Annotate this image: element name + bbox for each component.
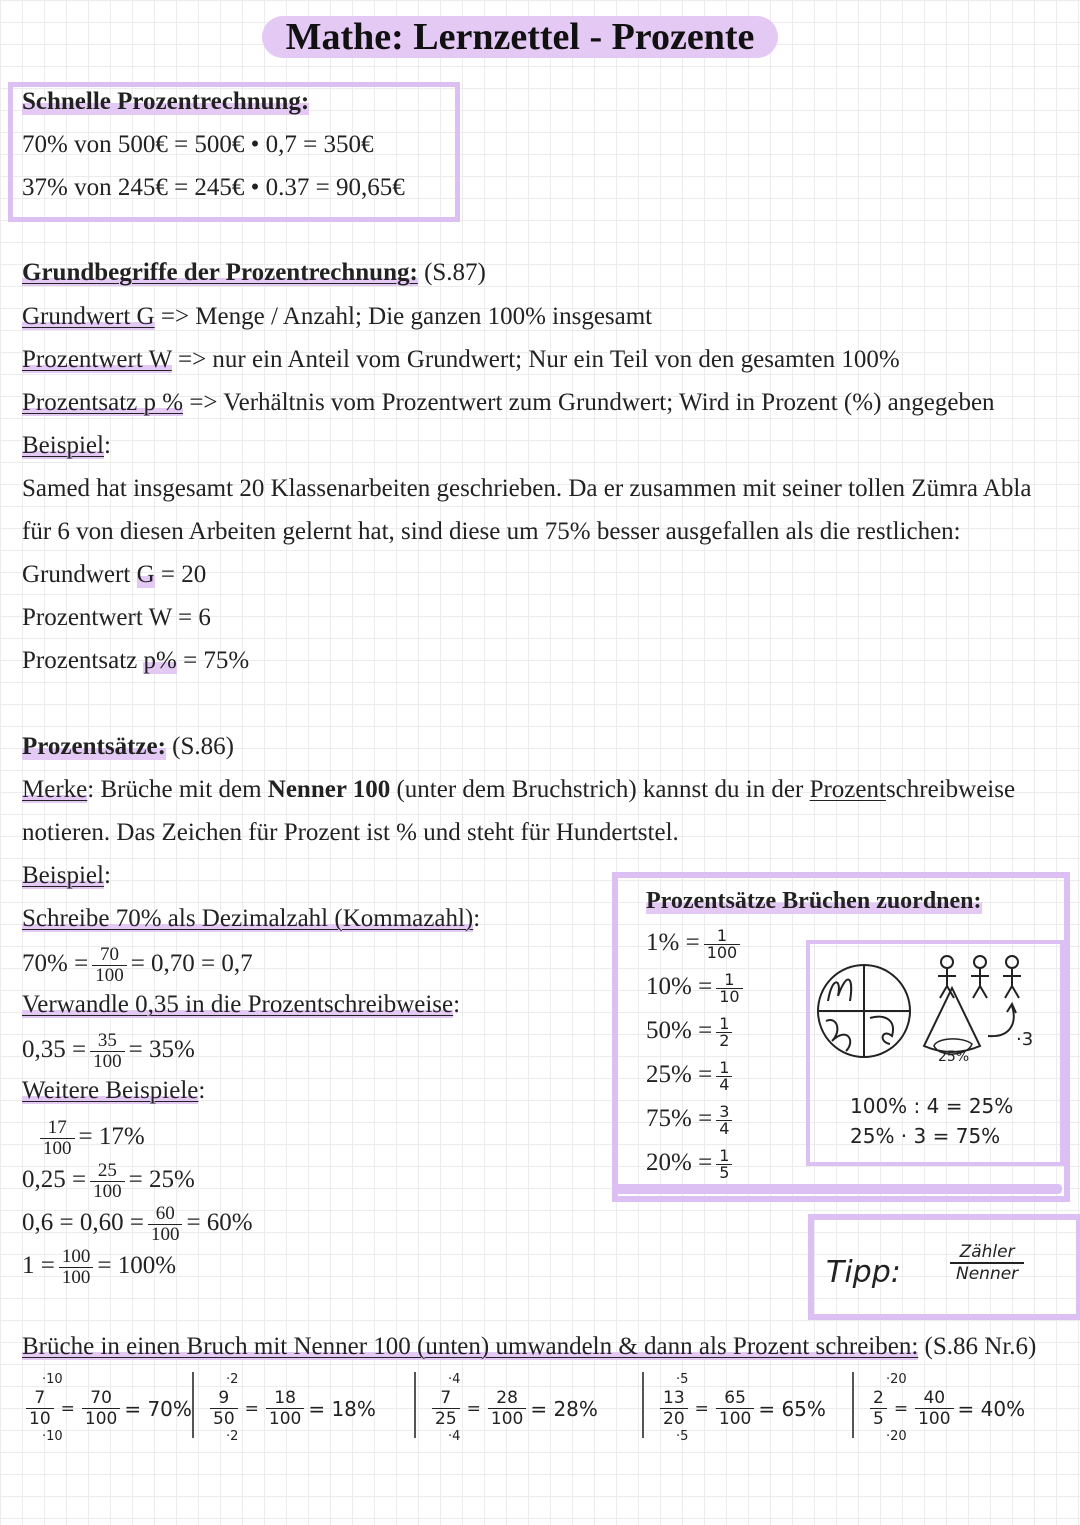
hundred-fraction: $\frac{40}{100}$ bbox=[915, 1388, 953, 1429]
assign-numerator: 1 bbox=[716, 1016, 732, 1033]
merke-line-2: notieren. Das Zeichen für Prozent ist % und steht für Hundertstel. bbox=[22, 819, 679, 846]
example-prozentwert: Prozentwert W = 6 bbox=[22, 604, 211, 631]
original-fraction: $\frac{7}{10}$ bbox=[26, 1388, 54, 1429]
percent-result: = 40% bbox=[957, 1396, 1026, 1421]
arrow-label: ·3 bbox=[1016, 1029, 1034, 1050]
hundred-fraction: $\frac{18}{100}$ bbox=[266, 1388, 304, 1429]
assign-heading: Prozentsätze Brüchen zuordnen: bbox=[646, 888, 982, 914]
quick-calc-heading: Schnelle Prozentrechnung: bbox=[22, 88, 310, 115]
assign-fraction bbox=[716, 1148, 732, 1181]
factor-label-bottom: ·2 bbox=[226, 1429, 239, 1444]
convert-divider bbox=[414, 1372, 416, 1438]
assign-denominator: 10 bbox=[719, 987, 740, 1006]
grundwert-definition: Grundwert G => Menge / Anzahl; Die ganzen 100% insgesamt bbox=[22, 303, 653, 330]
hundred-fraction: $\frac{70}{100}$ bbox=[82, 1388, 120, 1429]
basics-example-text-2: für 6 von diesen Arbeiten gelernt hat, sind diese um 75% besser ausgefallen als die restlichen: bbox=[22, 518, 961, 545]
tip-numerator: Zähler bbox=[950, 1242, 1024, 1264]
merke-line-1: Merke: Brüche mit dem Nenner 100 (unter dem Bruchstrich) kannst du in der Prozentschreibweise bbox=[22, 776, 1016, 803]
more-example-1: $\frac{17}{100}$ = 17% bbox=[36, 1118, 145, 1159]
prozentwert-definition: Prozentwert W => nur ein Anteil vom Grundwert; Nur ein Teil von den gesamten 100% bbox=[22, 346, 900, 373]
curved-arrow-icon bbox=[988, 1006, 1014, 1036]
pie-calc-1: 100% : 4 = 25% bbox=[850, 1094, 1014, 1118]
original-fraction: $\frac{13}{20}$ bbox=[660, 1388, 688, 1429]
assign-percent: 75% = bbox=[646, 1105, 713, 1133]
assign-row bbox=[646, 928, 744, 961]
more-examples-label: Weitere Beispiele: bbox=[22, 1077, 206, 1104]
tip-label: Tipp: bbox=[826, 1255, 901, 1290]
more-example-4: 1 = $\frac{100}{100}$ = 100% bbox=[22, 1246, 177, 1288]
convert-item: ·4 $\frac{7}{25}$ = $\frac{28}{100}$ = 28% ·4 bbox=[428, 1372, 598, 1445]
assign-fraction bbox=[716, 972, 742, 1005]
stick-figures-icon bbox=[938, 956, 1021, 998]
hundred-fraction: $\frac{65}{100}$ bbox=[716, 1388, 754, 1429]
rates-heading: Prozentsätze: (S.86) bbox=[22, 733, 234, 760]
example-percent: 0,35 = $\frac{35}{100}$ = 35% bbox=[22, 1030, 195, 1072]
factor-label-top: ·2 bbox=[226, 1372, 239, 1387]
assign-numerator: 1 bbox=[716, 972, 742, 989]
task-decimal: Schreibe 70% als Dezimalzahl (Kommazahl): bbox=[22, 905, 481, 932]
factor-label-top: ·5 bbox=[676, 1372, 689, 1387]
factor-label-bottom: ·5 bbox=[676, 1429, 689, 1444]
convert-item: ·2 $\frac{9}{50}$ = $\frac{18}{100}$ = 18% ·2 bbox=[206, 1372, 376, 1445]
percent-result: = 70% bbox=[124, 1396, 192, 1421]
convert-heading: Brüche in einen Bruch mit Nenner 100 (unten) umwandeln & dann als Prozent schreiben: (S.86 Nr.6) bbox=[22, 1333, 1037, 1360]
factor-label-bottom: ·4 bbox=[448, 1429, 461, 1444]
assign-percent: 20% = bbox=[646, 1149, 713, 1177]
original-fraction: $\frac{2}{5}$ bbox=[870, 1388, 887, 1429]
assign-numerator: 1 bbox=[704, 928, 741, 945]
pie-chart-icon bbox=[818, 965, 910, 1057]
rates-example-label: Beispiel: bbox=[22, 862, 111, 889]
assign-row bbox=[646, 1104, 736, 1137]
tip-fraction bbox=[950, 1242, 1024, 1284]
convert-item: ·10 $\frac{7}{10}$ = $\frac{70}{100}$ = 70% ·10 bbox=[22, 1372, 192, 1445]
assign-percent: 50% = bbox=[646, 1017, 713, 1045]
assign-percent: 10% = bbox=[646, 973, 713, 1001]
wedge-icon bbox=[924, 988, 980, 1052]
assign-fraction bbox=[716, 1060, 732, 1093]
percent-result: = 28% bbox=[530, 1396, 598, 1421]
assign-row bbox=[646, 972, 747, 1005]
tip-denominator: Nenner bbox=[956, 1264, 1019, 1284]
example-prozentsatz: Prozentsatz p% = 75% bbox=[22, 647, 250, 674]
assign-row bbox=[646, 1060, 736, 1093]
assign-percent: 1% = bbox=[646, 929, 700, 957]
task-percent: Verwandle 0,35 in die Prozentschreibweise: bbox=[22, 991, 461, 1018]
original-fraction: $\frac{9}{50}$ bbox=[210, 1388, 238, 1429]
quick-calc-line-2: 37% von 245€ = 245€ • 0.37 = 90,65€ bbox=[22, 174, 405, 201]
assign-row bbox=[646, 1148, 736, 1181]
basics-example-label: Beispiel: bbox=[22, 432, 111, 459]
assign-percent: 25% = bbox=[646, 1061, 713, 1089]
assign-fraction bbox=[704, 928, 741, 961]
basics-example-text-1: Samed hat insgesamt 20 Klassenarbeiten geschrieben. Da er zusammen mit seiner tollen Zümra Abla bbox=[22, 475, 1032, 502]
wedge-label: 25% bbox=[938, 1049, 970, 1065]
assign-fraction bbox=[716, 1016, 732, 1049]
basics-heading: Grundbegriffe der Prozentrechnung: (S.87) bbox=[22, 259, 486, 286]
assign-row bbox=[646, 1016, 736, 1049]
assign-denominator: 4 bbox=[719, 1119, 730, 1138]
example-decimal: 70% = $\frac{70}{100}$ = 0,70 = 0,7 bbox=[22, 944, 253, 986]
prozentsatz-definition: Prozentsatz p % => Verhältnis vom Prozentwert zum Grundwert; Wird in Prozent (%) angegeben bbox=[22, 389, 995, 416]
assign-numerator: 1 bbox=[716, 1148, 732, 1165]
percent-result: = 65% bbox=[758, 1396, 826, 1421]
assign-denominator: 4 bbox=[719, 1075, 730, 1094]
convert-divider bbox=[642, 1372, 644, 1438]
convert-item: ·5 $\frac{13}{20}$ = $\frac{65}{100}$ = 65% ·5 bbox=[656, 1372, 826, 1445]
assign-numerator: 1 bbox=[716, 1060, 732, 1077]
more-example-2: 0,25 = $\frac{25}{100}$ = 25% bbox=[22, 1160, 195, 1202]
pie-calc-2: 25% · 3 = 75% bbox=[850, 1124, 1001, 1148]
factor-label-bottom: ·10 bbox=[42, 1429, 63, 1444]
quick-calc-line-1: 70% von 500€ = 500€ • 0,7 = 350€ bbox=[22, 131, 374, 158]
factor-label-bottom: ·20 bbox=[886, 1429, 907, 1444]
hundred-fraction: $\frac{28}{100}$ bbox=[488, 1388, 526, 1429]
convert-item: ·20 $\frac{2}{5}$ = $\frac{40}{100}$ = 40% ·20 bbox=[866, 1372, 1025, 1445]
factor-label-top: ·20 bbox=[886, 1372, 907, 1387]
assign-denominator: 5 bbox=[719, 1163, 730, 1182]
assign-denominator: 2 bbox=[719, 1031, 730, 1050]
original-fraction: $\frac{7}{25}$ bbox=[432, 1388, 460, 1429]
percent-result: = 18% bbox=[308, 1396, 376, 1421]
factor-label-top: ·4 bbox=[448, 1372, 461, 1387]
convert-divider bbox=[852, 1372, 854, 1438]
convert-divider bbox=[192, 1372, 194, 1438]
more-example-3: 0,6 = 0,60 = $\frac{60}{100}$ = 60% bbox=[22, 1203, 253, 1245]
assign-denominator: 100 bbox=[706, 943, 738, 962]
assign-numerator: 3 bbox=[716, 1104, 732, 1121]
factor-label-top: ·10 bbox=[42, 1372, 63, 1387]
page-title: Mathe: Lernzettel - Prozente bbox=[262, 16, 778, 58]
assign-bottom-bar bbox=[612, 1184, 1062, 1194]
example-grundwert: Grundwert G = 20 bbox=[22, 561, 207, 588]
assign-fraction bbox=[716, 1104, 732, 1137]
